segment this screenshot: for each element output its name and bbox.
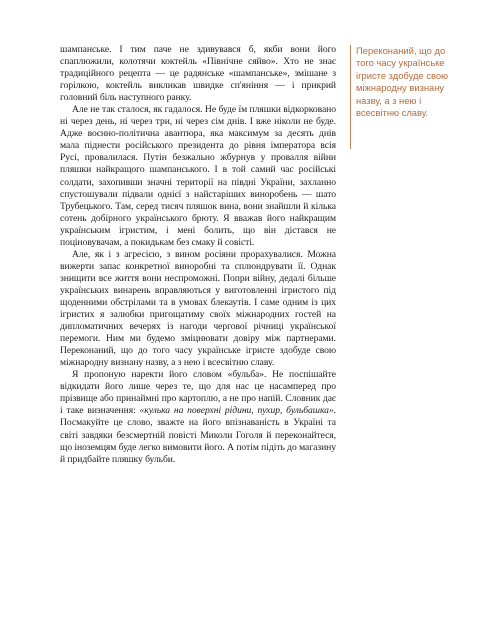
paragraph-text: Посмакуйте це слово, зважте на його впізнаваність в Україні та світі завдяки безсмертній повісті Миколи Гоголя й переконайтеся, що іноземцям буде легко вимовити його. А потім підіть до магазину й придбайте пляшку бульби. (60, 417, 336, 465)
body-paragraph: Але не так сталося, як гадалося. Не буде їм пляшки відкорковано ні через день, ні через три, ні через сім днів. І вже ніколи не буде. Адже воєнно-політична авантюра, яка максимум за десять днів мала піднести російського президента до рівня імператора всія Русі, провалилася. Путін безжально жбурнув у провалля війни пляшки найкращого шампанського. І в той самий час російські солдати, захопивши значні території на півдні України, захланно спустошували підвали однієї з найстаріших виноробень — шато Трубецького. Там, серед тисяч пляшок вина, вони знайшли й кілька сотень добірного українського брюту. Я вважав його найкращим українським ігристим, і мені болить, що він дістався не поціновувачам, а покидькам без смаку й совісті. (60, 104, 336, 248)
body-paragraph (60, 369, 336, 465)
paragraph-text: Я пропоную наректи його словом «бульба». Не поспішайте відкидати його лише через те, що для нас це насамперед про прізвище або принаймні про картоплю, а не про напій. Словник дає і таке визначення: (60, 369, 336, 417)
body-paragraph: шампанське. І тим паче не здивувався б, якби вони його спаплюжили, колотячи коктейль «Північне сяйво». Хто не знає традиційного рецепта — це радянське «шампанське», змішане з горілкою, коктейль викликав швидке сп'яніння — і прикрий головний біль наступного ранку. (60, 44, 336, 104)
body-paragraph: Але, як і з агресією, з вином росіяни прорахувалися. Можна вижерти запас конкретної виноробні та сплюндрувати її. Однак знищити все життя вони неспроможні. Попри війну, дедалі більше українських винарень вправляються у виготовленні ігристого під щоденними обстрілами та в умовах блекаутів. І саме одним із цих ігристих я залюбки пригощатиму своїх міжнародних гостей на дипломатичних вечерях із нагоди чергової річниці української перемоги. Ним ми будемо зміцнювати довіру між партнерами. Переконаний, що до того часу українське ігристе здобуде свою міжнародну визнану назву, а з нею і всесвітню славу. (60, 248, 336, 369)
main-text-column (60, 44, 336, 466)
pullquote-rule (350, 45, 351, 149)
dictionary-definition: «кулька на поверхні рідини, пухир, бульбашка». (139, 405, 336, 417)
pullquote: Переконаний, що до того часу українське ігристе здобуде свою міжнародну визнану назву, а з нею і всесвітню славу. (356, 45, 449, 119)
